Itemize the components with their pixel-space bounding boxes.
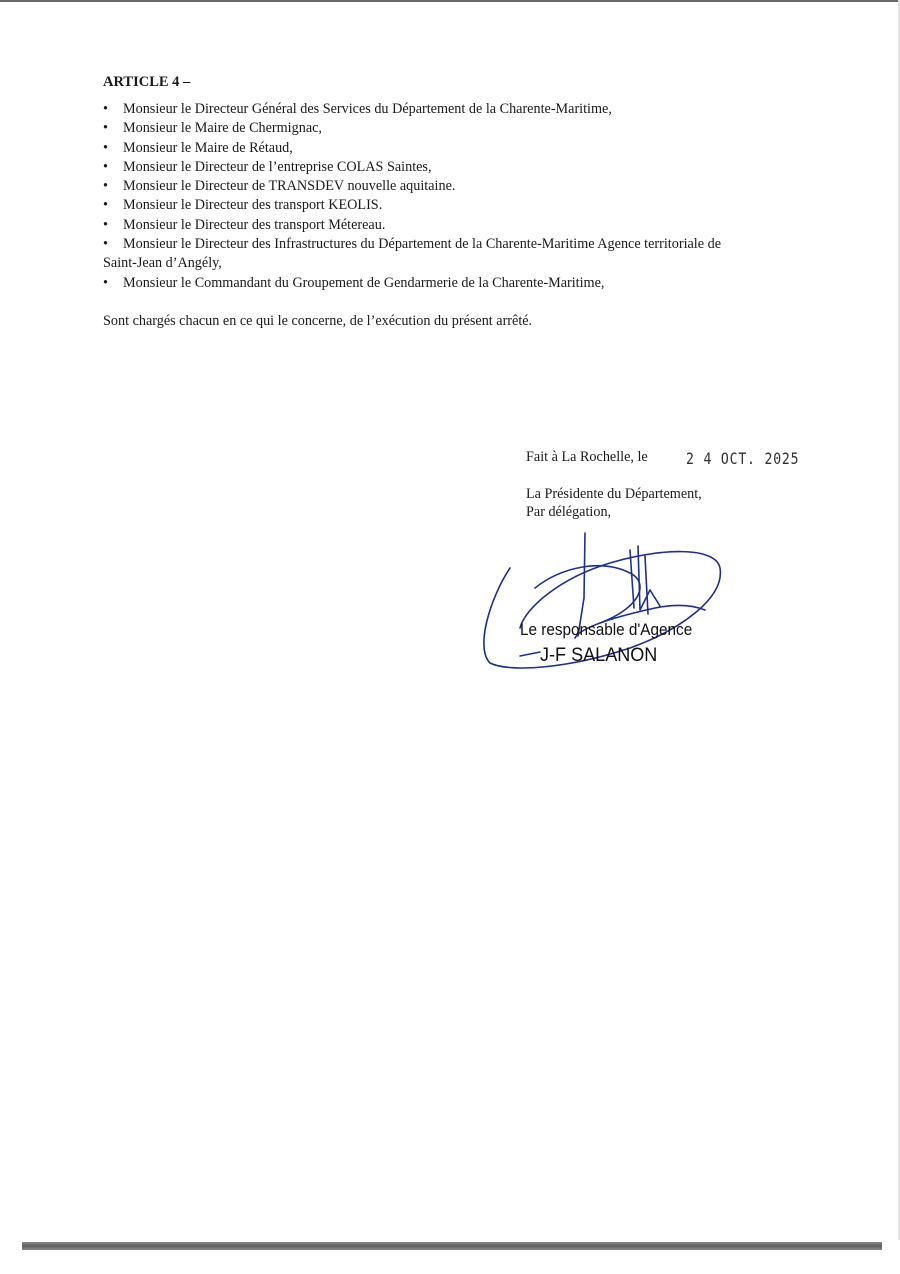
place-and-date-label: Fait à La Rochelle, le — [526, 449, 648, 465]
signatory-line-1: La Présidente du Département, — [526, 486, 702, 502]
list-item-text: Monsieur le Directeur Général des Services du Département de la Charente-Maritime, — [123, 101, 612, 117]
list-item — [103, 119, 803, 138]
list-item — [103, 158, 803, 177]
signatory-line-2: Par délégation, — [526, 504, 612, 520]
bullet-icon: • — [103, 158, 108, 175]
bullet-icon: • — [103, 139, 108, 156]
list-item — [103, 139, 803, 158]
bullet-icon: • — [103, 216, 108, 233]
scan-bottom-band — [22, 1242, 882, 1250]
list-item-text: Monsieur le Directeur de TRANSDEV nouvelle aquitaine. — [123, 178, 456, 195]
bullet-icon: • — [103, 274, 108, 291]
closing-statement: Sont chargés chacun en ce qui le concerne, de l’exécution du présent arrêté. — [103, 313, 533, 329]
signatory-title — [526, 485, 702, 521]
scan-top-edge — [0, 0, 900, 2]
list-item-text: Monsieur le Directeur des transport KEOLIS. — [123, 197, 383, 214]
list-item-text: Monsieur le Commandant du Groupement de Gendarmerie de la Charente-Maritime, — [123, 274, 605, 291]
bullet-icon: • — [103, 120, 108, 137]
bullet-icon: • — [103, 101, 108, 117]
list-item-continuation — [103, 254, 803, 273]
date-stamp: 2 4 OCT. 2025 — [686, 449, 800, 468]
stamp-role: Le responsable d'Agence — [520, 620, 693, 639]
list-item-text: Monsieur le Directeur des transport Métereau. — [123, 216, 386, 233]
list-item — [103, 216, 803, 235]
list-item-text: Monsieur le Directeur des Infrastructures du Département de la Charente-Maritime Agence territoriale de — [123, 236, 721, 253]
bullet-icon: • — [103, 178, 108, 195]
bullet-icon: • — [103, 197, 108, 214]
recipient-list — [103, 100, 803, 293]
bullet-icon: • — [103, 236, 108, 253]
list-item — [103, 100, 803, 119]
list-item-text: Saint-Jean d’Angély, — [103, 255, 222, 272]
list-item — [103, 235, 803, 254]
list-item — [103, 177, 803, 196]
list-item — [103, 196, 803, 215]
signature-block — [480, 528, 740, 678]
list-item — [103, 274, 803, 293]
list-item-text: Monsieur le Maire de Chermignac, — [123, 120, 322, 137]
list-item-text: Monsieur le Maire de Rétaud, — [123, 139, 293, 156]
list-item-text: Monsieur le Directeur de l’entreprise COLAS Saintes, — [123, 158, 432, 175]
article-title: ARTICLE 4 – — [103, 74, 191, 90]
stamp-name: J-F SALANON — [540, 645, 658, 666]
